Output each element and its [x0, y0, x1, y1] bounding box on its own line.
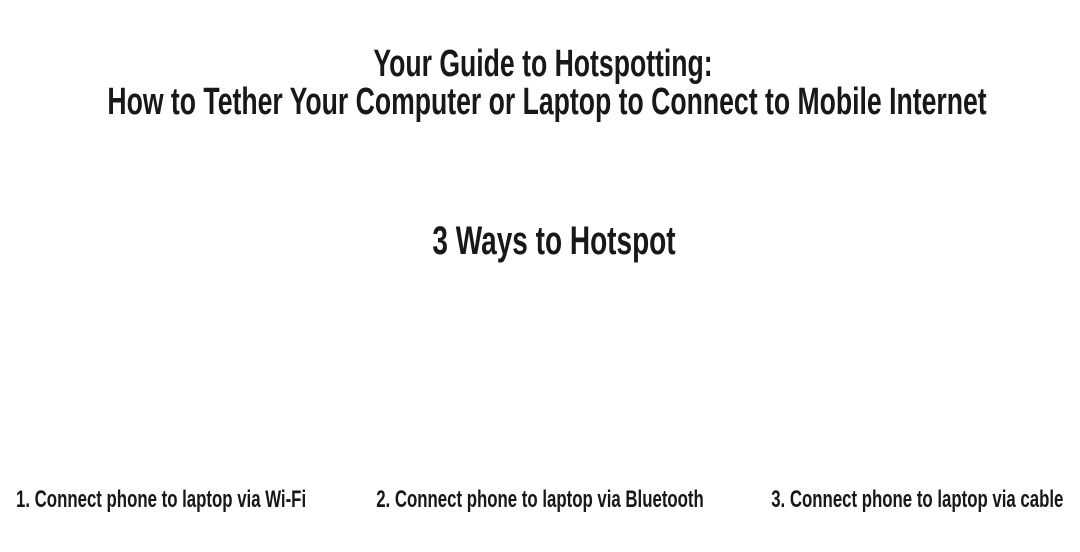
method-caption-wifi: 1. Connect phone to laptop via Wi-Fi — [16, 486, 307, 513]
page-title-line-2: How to Tether Your Computer or Laptop to Connect to Mobile Internet — [107, 81, 987, 123]
page-title-line-1: Your Guide to Hotspotting: — [373, 43, 713, 85]
method-caption-bluetooth: 2. Connect phone to laptop via Bluetooth — [376, 486, 704, 513]
section-subtitle: 3 Ways to Hotspot — [432, 219, 676, 263]
method-caption-cable: 3. Connect phone to laptop via cable — [770, 486, 1063, 513]
